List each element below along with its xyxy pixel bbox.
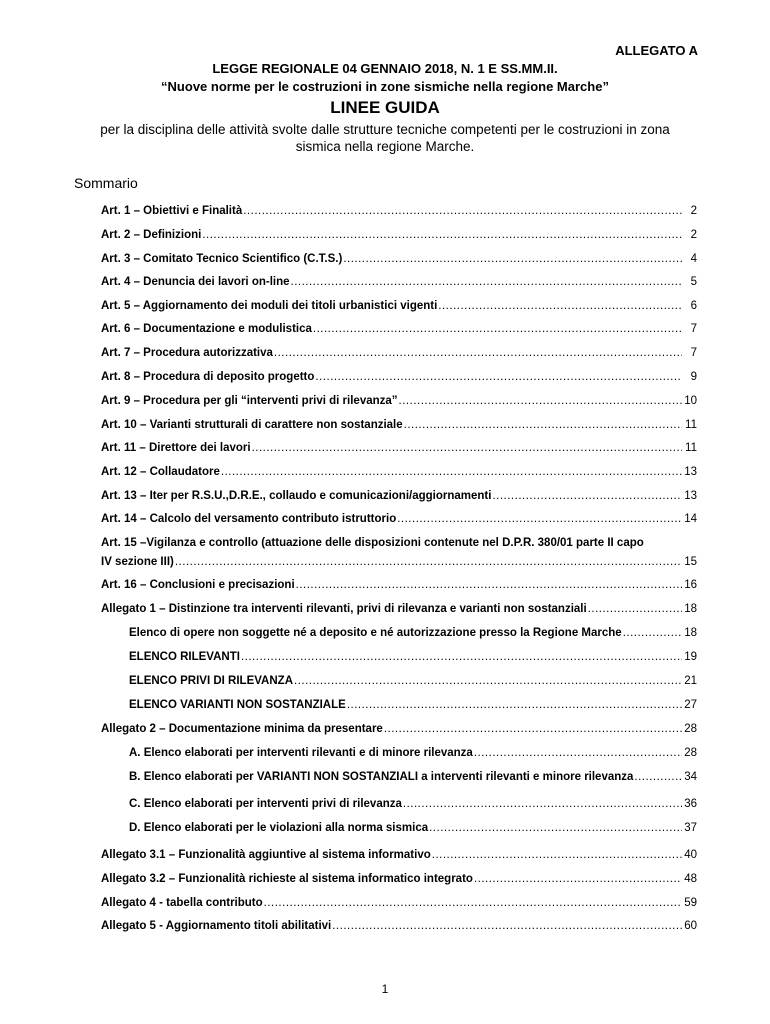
toc-leader-dots: [404, 418, 682, 432]
toc-entry-label: C. Elenco elaborati per interventi privi di rilevanza: [129, 798, 402, 810]
toc-entry[interactable]: [101, 489, 697, 503]
toc-entry-page: 9: [690, 371, 697, 383]
toc-entry-page: 7: [690, 323, 697, 335]
toc-entry[interactable]: [129, 674, 697, 688]
toc-leader-dots: [221, 465, 682, 479]
toc-entry-page: 40: [684, 849, 697, 861]
toc-entry-page: 11: [685, 442, 697, 454]
toc-entry[interactable]: [101, 418, 697, 432]
law-title: “Nuove norme per le costruzioni in zone sismiche nella regione Marche”: [161, 79, 609, 94]
toc-entry[interactable]: [101, 722, 697, 736]
toc-entry[interactable]: [101, 848, 697, 862]
toc-entry[interactable]: [101, 465, 697, 479]
toc-entry[interactable]: [129, 770, 697, 784]
toc-entry-page: 21: [684, 675, 697, 687]
toc-entry-label: ELENCO PRIVI DI RILEVANZA: [129, 675, 293, 687]
toc-entry-page: 16: [684, 579, 697, 591]
toc-entry-page: 6: [690, 300, 697, 312]
toc-leader-dots: [384, 722, 682, 736]
toc-entry[interactable]: [101, 228, 697, 242]
toc-entry-page: 2: [690, 229, 697, 241]
toc-entry-page: 15: [684, 556, 697, 568]
toc-leader-dots: [429, 821, 682, 835]
toc-entry-page: 36: [684, 798, 697, 810]
law-reference: LEGGE REGIONALE 04 GENNAIO 2018, N. 1 E SS.MM.II.: [212, 61, 558, 76]
toc-leader-dots: [634, 770, 682, 784]
toc-entry-page: 37: [684, 822, 697, 834]
toc-entry[interactable]: [101, 578, 697, 592]
toc-entry-label: Art. 2 – Definizioni: [101, 229, 202, 241]
document-title: LINEE GUIDA: [330, 98, 440, 117]
toc-leader-dots: [399, 394, 682, 408]
toc-entry-label: A. Elenco elaborati per interventi rilevanti e di minore rilevanza: [129, 747, 473, 759]
toc-entry[interactable]: [129, 698, 697, 712]
toc-entry-label: Art. 16 – Conclusioni e precisazioni: [101, 579, 295, 591]
toc-entry[interactable]: [101, 252, 697, 266]
toc-entry[interactable]: [101, 872, 697, 886]
toc-heading: Sommario: [74, 175, 138, 191]
toc-entry[interactable]: [101, 896, 697, 910]
toc-entry[interactable]: [129, 746, 697, 760]
toc-leader-dots: [241, 650, 682, 664]
toc-entry-page: 7: [690, 347, 697, 359]
toc-entry-label: Art. 1 – Obiettivi e Finalità: [101, 205, 243, 217]
toc-entry[interactable]: [101, 204, 697, 218]
toc-leader-dots: [294, 674, 682, 688]
toc-entry-label: Art. 13 – Iter per R.S.U.,D.R.E., collaudo e comunicazioni/aggiornamenti: [101, 490, 492, 502]
subtitle-line-1: per la disciplina delle attività svolte dalle strutture tecniche competenti per le costruzioni in zona: [100, 122, 670, 137]
toc-entry-label: Art. 3 – Comitato Tecnico Scientifico (C.T.S.): [101, 253, 343, 265]
toc-entry-label: Elenco di opere non soggette né a deposito e né autorizzazione presso la Regione Marche: [129, 627, 622, 639]
toc-entry-label: Art. 4 – Denuncia dei lavori on-line: [101, 276, 290, 288]
toc-leader-dots: [274, 346, 682, 360]
toc-entry-page: 28: [684, 747, 697, 759]
toc-entry-label: Allegato 5 - Aggiornamento titoli abilitativi: [101, 920, 332, 932]
toc-entry-label: ELENCO RILEVANTI: [129, 651, 240, 663]
toc-entry-page: 11: [685, 419, 697, 431]
toc-leader-dots: [474, 872, 682, 886]
toc-entry-label: Art. 10 – Varianti strutturali di carattere non sostanziale: [101, 419, 403, 431]
toc-entry[interactable]: [101, 512, 697, 526]
toc-entry-label: D. Elenco elaborati per le violazioni alla norma sismica: [129, 822, 429, 834]
toc-entry[interactable]: [129, 626, 697, 640]
toc-entry-page: 18: [684, 603, 697, 615]
allegato-label: ALLEGATO A: [615, 43, 698, 58]
toc-leader-dots: [492, 489, 682, 503]
toc-entry[interactable]: [101, 370, 697, 384]
toc-entry-wrapped-line: Art. 15 –Vigilanza e controllo (attuazione delle disposizioni contenute nel D.P.R. 380/01 parte II capo: [101, 537, 644, 549]
toc-entry-page: 14: [684, 513, 697, 525]
toc-leader-dots: [175, 555, 682, 569]
toc-entry[interactable]: [101, 394, 697, 408]
toc-leader-dots: [296, 578, 682, 592]
toc-entry-page: 60: [684, 920, 697, 932]
toc-entry-page: 2: [690, 205, 697, 217]
toc-entry-page: 34: [684, 771, 697, 783]
toc-leader-dots: [291, 275, 682, 289]
toc-entry-page: 4: [690, 253, 697, 265]
toc-entry-label: Art. 6 – Documentazione e modulistica: [101, 323, 312, 335]
toc-entry-page: 18: [684, 627, 697, 639]
toc-entry[interactable]: [129, 650, 697, 664]
toc-entry-label: Art. 12 – Collaudatore: [101, 466, 220, 478]
toc-entry-label: Allegato 3.2 – Funzionalità richieste al sistema informatico integrato: [101, 873, 473, 885]
toc-entry-label: Allegato 1 – Distinzione tra interventi rilevanti, privi di rilevanza e varianti non sostanziali: [101, 603, 587, 615]
toc-leader-dots: [438, 299, 682, 313]
toc-entry-page: 19: [684, 651, 697, 663]
toc-leader-dots: [623, 626, 682, 640]
toc-entry[interactable]: [101, 346, 697, 360]
toc-leader-dots: [202, 228, 682, 242]
toc-entry-page: 59: [684, 897, 697, 909]
toc-entry[interactable]: [101, 441, 697, 455]
toc-leader-dots: [252, 441, 682, 455]
toc-leader-dots: [397, 512, 682, 526]
page-number: 1: [381, 982, 389, 996]
toc-leader-dots: [403, 797, 682, 811]
toc-leader-dots: [332, 919, 682, 933]
toc-entry-label: Allegato 3.1 – Funzionalità aggiuntive al sistema informativo: [101, 849, 431, 861]
toc-entry-label: Art. 11 – Direttore dei lavori: [101, 442, 251, 454]
toc-leader-dots: [588, 602, 682, 616]
toc-leader-dots: [315, 370, 682, 384]
toc-leader-dots: [243, 204, 682, 218]
toc-entry-page: 27: [684, 699, 697, 711]
toc-entry[interactable]: [101, 275, 697, 289]
toc-entry[interactable]: [101, 555, 697, 569]
toc-entry-label: Allegato 4 - tabella contributo: [101, 897, 263, 909]
toc-entry[interactable]: [101, 602, 697, 616]
toc-leader-dots: [432, 848, 682, 862]
toc-entry-page: 10: [684, 395, 697, 407]
toc-entry[interactable]: [129, 821, 697, 835]
toc-entry-page: 5: [690, 276, 697, 288]
toc-leader-dots: [343, 252, 682, 266]
toc-leader-dots: [313, 322, 682, 336]
toc-entry[interactable]: [101, 322, 697, 336]
toc-leader-dots: [474, 746, 682, 760]
toc-entry[interactable]: [101, 919, 697, 933]
toc-entry-label: Art. 9 – Procedura per gli “interventi privi di rilevanza”: [101, 395, 398, 407]
toc-leader-dots: [264, 896, 682, 910]
toc-entry-label: ELENCO VARIANTI NON SOSTANZIALE: [129, 699, 346, 711]
toc-entry[interactable]: [101, 299, 697, 313]
toc-entry-label: Art. 8 – Procedura di deposito progetto: [101, 371, 315, 383]
toc-entry-label: Allegato 2 – Documentazione minima da presentare: [101, 723, 383, 735]
toc-entry-page: 28: [684, 723, 697, 735]
toc-entry[interactable]: [129, 797, 697, 811]
subtitle-line-2: sismica nella regione Marche.: [295, 139, 475, 154]
toc-entry-page: 13: [684, 490, 697, 502]
toc-entry-label: Art. 7 – Procedura autorizzativa: [101, 347, 273, 359]
toc-entry-label: Art. 5 – Aggiornamento dei moduli dei titoli urbanistici vigenti: [101, 300, 438, 312]
toc-entry-label: Art. 14 – Calcolo del versamento contributo istruttorio: [101, 513, 397, 525]
toc-entry-page: 13: [684, 466, 697, 478]
toc-leader-dots: [347, 698, 682, 712]
toc-entry-label: B. Elenco elaborati per VARIANTI NON SOSTANZIALI a interventi rilevanti e minore rilevanza: [129, 771, 634, 783]
toc-entry-label: IV sezione III): [101, 556, 174, 568]
toc-entry-page: 48: [684, 873, 697, 885]
